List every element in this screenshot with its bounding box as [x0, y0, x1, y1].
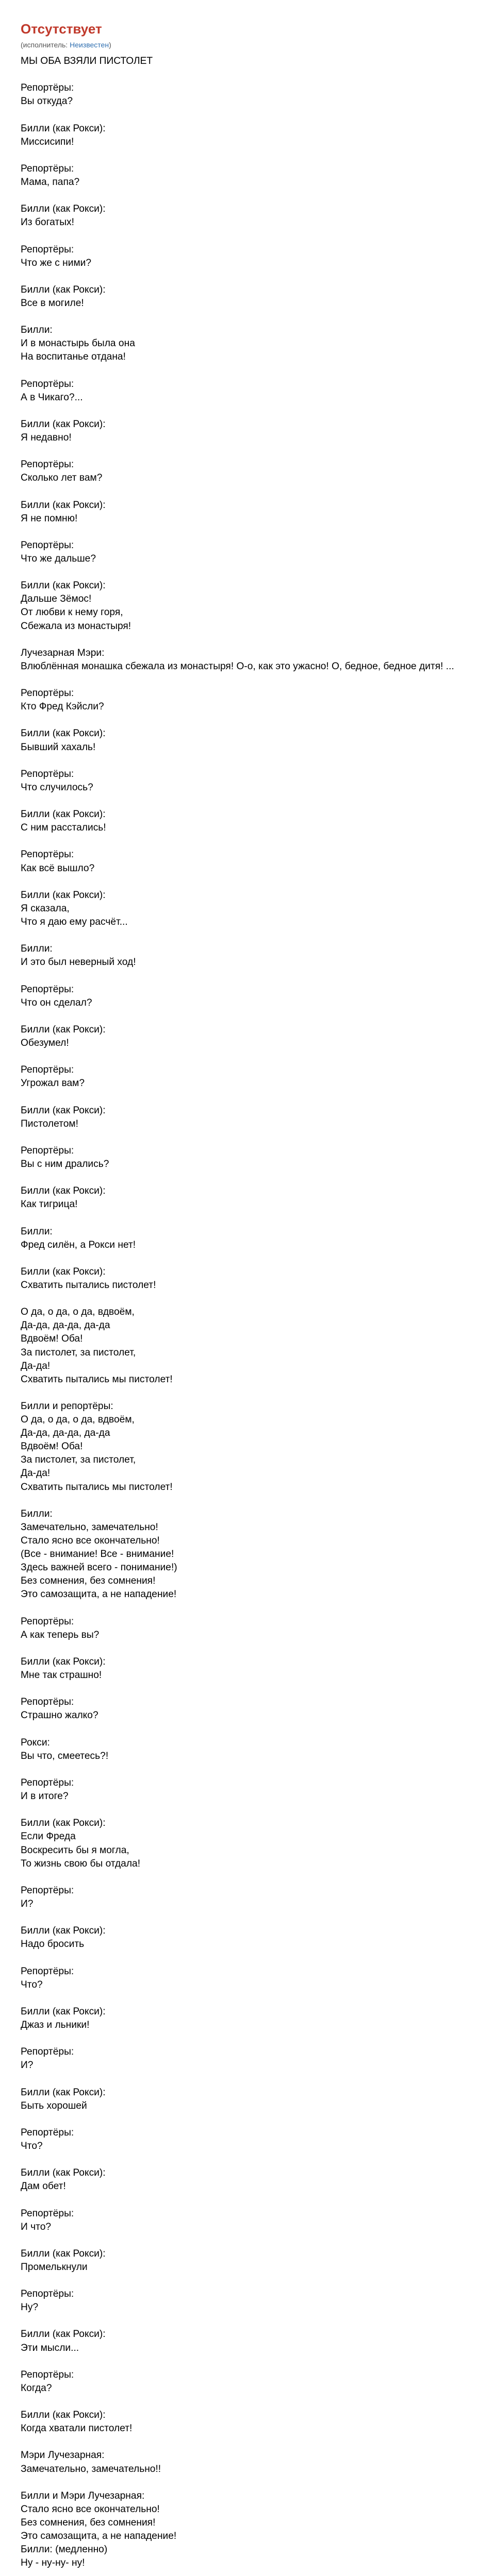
lyric-line: Дам обет! — [21, 2181, 66, 2192]
lyric-line: Репортёры: — [21, 459, 74, 470]
lyric-line: Да-да! — [21, 1360, 51, 1371]
lyric-line: Билли (как Рокси): — [21, 1656, 106, 1668]
lyric-line: О да, о да, о да, вдвоём, — [21, 1307, 135, 1318]
lyric-line — [21, 485, 458, 499]
song-header — [21, 21, 458, 49]
lyric-line: Репортёры: — [21, 1965, 74, 1977]
lyric-line: Вы с ним дрались? — [21, 1158, 109, 1170]
lyric-line: Билли и репортёры: — [21, 1400, 113, 1412]
lyric-line: Билли (как Рокси): — [21, 1024, 106, 1035]
lyric-line: Репортёры: — [21, 82, 74, 94]
lyric-line: Репортёры: — [21, 1616, 74, 1627]
lyric-line: Репортёры: — [21, 2127, 74, 2138]
lyric-line — [21, 310, 458, 324]
lyric-line: От любви к нему горя, — [21, 607, 123, 618]
lyric-line: Да-да! — [21, 1468, 51, 1479]
lyric-line: Схватить пытались пистолет! — [21, 1279, 156, 1291]
lyric-line: Репортёры: — [21, 984, 74, 995]
lyric-line: Репортёры: — [21, 849, 74, 860]
lyric-line — [21, 2355, 458, 2368]
lyric-line — [21, 2113, 458, 2126]
lyric-line — [21, 566, 458, 579]
lyric-line — [21, 1211, 458, 1225]
lyric-line: А как теперь вы? — [21, 1629, 100, 1640]
lyric-line — [21, 633, 458, 647]
lyric-line — [21, 1871, 458, 1884]
lyric-line: Сбежала из монастыря! — [21, 620, 131, 632]
lyric-line — [21, 1050, 458, 1063]
lyric-line: Здесь важней всего - понимание!) — [21, 1562, 177, 1573]
lyric-line — [21, 673, 458, 687]
lyric-line — [21, 526, 458, 539]
lyric-line: Ну - ну-ну- ну! — [21, 2557, 85, 2569]
lyric-line: Репортёры: — [21, 378, 74, 389]
lyric-line: Что я даю ему расчёт... — [21, 917, 128, 927]
lyric-line: Схватить пытались мы пистолет! — [21, 1374, 173, 1385]
artist-link[interactable]: Неизвестен — [70, 41, 109, 49]
lyric-line: Влюблённая монашка сбежала из монастыря! О-о, как это ужасно! О, бедное, бедное дитя! ... — [21, 660, 454, 672]
lyric-line — [21, 929, 458, 942]
lyric-line: Это самозащита, а не нападение! — [21, 1589, 177, 1600]
lyric-line — [21, 714, 458, 727]
lyric-line — [21, 2274, 458, 2287]
lyric-line: Билли (как Рокси): — [21, 1818, 106, 1829]
lyric-line: Билли (как Рокси): — [21, 2167, 106, 2179]
lyric-line — [21, 364, 458, 378]
lyric-line: Билли: — [21, 1508, 53, 1519]
lyric-line: Ну? — [21, 2302, 39, 2313]
lyric-line: Дальше Зёмос! — [21, 594, 92, 605]
lyric-line — [21, 445, 458, 458]
lyric-line — [21, 835, 458, 848]
lyric-line: Это самозащита, а не нападение! — [21, 2531, 177, 2542]
lyric-line: Пистолетом! — [21, 1118, 78, 1129]
lyric-line: Как всё вышло? — [21, 862, 95, 874]
lyric-line — [21, 1803, 458, 1817]
lyric-line: Билли (как Рокси): — [21, 418, 106, 430]
lyric-line: Репортёры: — [21, 163, 74, 174]
lyric-line: Репортёры: — [21, 2289, 74, 2300]
lyrics-text — [21, 55, 458, 2576]
lyric-line: Что же с ними? — [21, 257, 92, 268]
lyric-line: Что? — [21, 2140, 43, 2151]
lyric-line — [21, 2153, 458, 2166]
lyric-line: Репортёры: — [21, 1064, 74, 1076]
lyric-line: Билли (как Рокси): — [21, 1105, 106, 1116]
lyric-line: Все в могиле! — [21, 297, 84, 309]
lyric-line: Репортёры: — [21, 1777, 74, 1788]
lyric-line: И? — [21, 1898, 34, 1909]
lyric-line: Билли (как Рокси): — [21, 2087, 106, 2098]
lyric-line — [21, 68, 458, 81]
lyric-line: Билли (как Рокси): — [21, 2410, 106, 2421]
lyric-line: Без сомнения, без сомнения! — [21, 2517, 156, 2529]
lyric-line: И это был неверный ход! — [21, 957, 136, 968]
lyric-line: Промелькнули — [21, 2261, 88, 2273]
lyric-line: Билли (как Рокси): — [21, 1925, 106, 1937]
lyric-line: О да, о да, о да, вдвоём, — [21, 1414, 135, 1426]
lyric-line: Репортёры: — [21, 1145, 74, 1156]
lyric-line — [21, 2476, 458, 2489]
lyric-line: Без сомнения, без сомнения! — [21, 1575, 156, 1587]
lyric-line — [21, 108, 458, 122]
song-title: Отсутствует — [21, 21, 102, 37]
lyric-line — [21, 2234, 458, 2247]
lyric-line: Стало ясно все окончательно! — [21, 2503, 160, 2515]
lyric-line: Репортёры: — [21, 244, 74, 255]
lyric-line — [21, 1090, 458, 1104]
lyric-line: Миссисипи! — [21, 136, 74, 147]
lyric-line: Что случилось? — [21, 782, 93, 793]
lyric-line: Билли (как Рокси): — [21, 284, 106, 295]
lyric-line — [21, 404, 458, 418]
lyric-line — [21, 1386, 458, 1400]
lyric-line: Я сказала, — [21, 903, 70, 914]
lyric-line: Репортёры: — [21, 1697, 74, 1708]
lyric-line: Да-да, да-да, да-да — [21, 1428, 110, 1439]
lyric-line — [21, 1171, 458, 1184]
lyric-line: За пистолет, за пистолет, — [21, 1454, 136, 1466]
lyric-line: Билли (как Рокси): — [21, 2006, 106, 2017]
lyric-line — [21, 2032, 458, 2045]
lyric-line: Джаз и льники! — [21, 2019, 90, 2030]
lyric-line: Когда? — [21, 2382, 52, 2394]
lyric-line: Билли (как Рокси): — [21, 1185, 106, 1197]
lyric-line: Мне так страшно! — [21, 1670, 102, 1681]
lyric-line — [21, 1494, 458, 1507]
lyric-line: МЫ ОБА ВЗЯЛИ ПИСТОЛЕТ — [21, 56, 153, 66]
lyric-line: Я не помню! — [21, 513, 78, 524]
lyric-line: И что? — [21, 2221, 52, 2232]
lyric-line: Лучезарная Мэри: — [21, 647, 105, 658]
lyric-line — [21, 1682, 458, 1696]
lyric-line: Из богатых! — [21, 217, 74, 228]
lyric-line: Рокси: — [21, 1737, 50, 1748]
lyric-line: На воспитанье отдана! — [21, 351, 126, 363]
lyric-line: Вдвоём! Оба! — [21, 1333, 83, 1345]
lyric-line: Воскресить бы я могла, — [21, 1844, 129, 1856]
lyric-line: Репортёры: — [21, 539, 74, 551]
lyric-line — [21, 149, 458, 162]
artist-credit — [21, 40, 458, 49]
lyric-line: Билли (как Рокси): — [21, 580, 106, 591]
lyric-line — [21, 2072, 458, 2086]
lyric-line: И в итоге? — [21, 1791, 69, 1802]
lyric-line: И в монастырь была она — [21, 338, 135, 349]
lyric-line: Билли (как Рокси): — [21, 2329, 106, 2340]
lyric-line: Если Фреда — [21, 1831, 76, 1842]
lyric-line: Стало ясно все окончательно! — [21, 1535, 160, 1547]
lyric-line: (Все - внимание! Все - внимание! — [21, 1549, 174, 1560]
lyric-line: Что? — [21, 1979, 43, 1990]
lyric-line — [21, 875, 458, 889]
lyric-line: Репортёры: — [21, 688, 74, 699]
credit-label: (исполнитель: — [21, 41, 68, 49]
lyric-line: Вы что, смеетесь?! — [21, 1750, 109, 1761]
lyric-line: Билли (как Рокси): — [21, 889, 106, 901]
lyric-line — [21, 189, 458, 202]
lyric-line: Билли (как Рокси): — [21, 499, 106, 511]
lyric-line: Билли: — [21, 943, 53, 955]
lyric-line: Вдвоём! Оба! — [21, 1441, 83, 1452]
lyric-line — [21, 1602, 458, 1615]
lyric-line: Замечательно, замечательно! — [21, 1521, 158, 1533]
lyric-line: Эти мысли... — [21, 2342, 79, 2353]
lyric-line: Надо бросить — [21, 1939, 85, 1950]
lyric-line — [21, 754, 458, 768]
lyric-line: И? — [21, 2060, 34, 2071]
lyric-line: А в Чикаго?... — [21, 392, 83, 403]
lyric-line — [21, 1292, 458, 1306]
lyric-line — [21, 1642, 458, 1655]
lyric-line: Да-да, да-да, да-да — [21, 1320, 110, 1331]
lyric-line: Обезумел! — [21, 1037, 69, 1048]
lyric-line — [21, 2435, 458, 2449]
lyric-line — [21, 1992, 458, 2005]
lyric-line — [21, 1010, 458, 1023]
lyric-line: С ним расстались! — [21, 822, 106, 834]
lyric-line: Страшно жалко? — [21, 1710, 98, 1721]
lyric-line: Репортёры: — [21, 2208, 74, 2219]
lyric-line: Мама, папа? — [21, 176, 80, 188]
lyric-line — [21, 1911, 458, 1924]
lyric-line: Бывший хахаль! — [21, 741, 96, 753]
lyric-line: Билли (как Рокси): — [21, 1266, 106, 1277]
lyric-line: Билли (как Рокси): — [21, 728, 106, 739]
lyric-line — [21, 229, 458, 243]
lyric-line: Репортёры: — [21, 2046, 74, 2058]
lyric-line: Билли: — [21, 325, 53, 336]
lyric-line: Билли и Мэри Лучезарная: — [21, 2490, 145, 2501]
lyric-line — [21, 2570, 458, 2576]
lyric-line: Репортёры: — [21, 1885, 74, 1896]
lyric-line: Что он сделал? — [21, 997, 92, 1008]
lyric-line: Репортёры: — [21, 2369, 74, 2380]
lyric-line — [21, 1763, 458, 1776]
lyric-line: Билли (как Рокси): — [21, 123, 106, 134]
lyric-line: Замечательно, замечательно!! — [21, 2463, 161, 2475]
lyric-line: Когда хватали пистолет! — [21, 2423, 133, 2434]
lyric-line: Быть хорошей — [21, 2100, 87, 2111]
lyric-line: То жизнь свою бы отдала! — [21, 1858, 141, 1869]
lyric-line: Фред силён, а Рокси нет! — [21, 1239, 136, 1250]
lyric-line: Билли (как Рокси): — [21, 204, 106, 215]
lyric-line — [21, 2395, 458, 2409]
lyric-line: Мэри Лучезарная: — [21, 2450, 105, 2461]
lyric-line: За пистолет, за пистолет, — [21, 1347, 136, 1358]
lyric-line: Схватить пытались мы пистолет! — [21, 1481, 173, 1493]
lyric-line: Угрожал вам? — [21, 1078, 85, 1089]
lyric-line: Билли: — [21, 1226, 53, 1237]
lyric-line — [21, 1723, 458, 1736]
lyric-line: Как тигрица! — [21, 1199, 78, 1210]
lyric-line: Билли (как Рокси): — [21, 2248, 106, 2259]
lyric-line: Кто Фред Кэйсли? — [21, 701, 104, 713]
lyric-line — [21, 1131, 458, 1144]
lyric-line: Вы откуда? — [21, 96, 73, 107]
lyric-line — [21, 2193, 458, 2207]
lyric-line — [21, 1252, 458, 1265]
lyric-line: Я недавно! — [21, 432, 72, 444]
credit-close: ) — [109, 41, 111, 49]
lyric-line: Сколько лет вам? — [21, 472, 103, 484]
lyric-line — [21, 2314, 458, 2328]
lyric-line — [21, 794, 458, 808]
lyric-line — [21, 1951, 458, 1964]
lyric-line — [21, 270, 458, 283]
lyric-line: Что же дальше? — [21, 553, 96, 565]
lyric-line: Репортёры: — [21, 768, 74, 779]
lyric-line — [21, 969, 458, 982]
lyric-line: Билли (как Рокси): — [21, 809, 106, 820]
lyric-line: Билли: (медленно) — [21, 2544, 108, 2555]
